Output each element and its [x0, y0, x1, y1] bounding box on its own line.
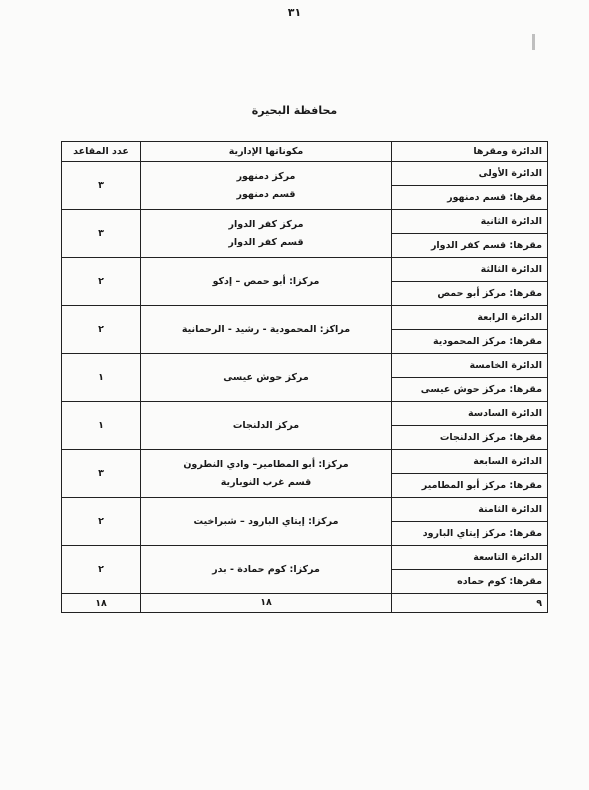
district-row	[62, 210, 548, 234]
district-row	[62, 162, 548, 186]
district-components	[141, 402, 392, 450]
district-seat: مقرها: مركز أبو حمص	[392, 282, 548, 306]
district-name: الدائرة السادسة	[392, 402, 548, 426]
district-seats: ٢	[62, 546, 141, 594]
district-name: الدائرة الثامنة	[392, 498, 548, 522]
district-seat: مقرها: مركز المحمودية	[392, 330, 548, 354]
header-components: مكوناتها الإدارية	[141, 142, 392, 162]
page-title: محافظة البحيرة	[251, 104, 338, 117]
component-line: مركز حوش عيسى	[223, 371, 309, 383]
district-seats: ٣	[62, 210, 141, 258]
district-name: الدائرة الثالثة	[392, 258, 548, 282]
component-line: مركزا: كوم حمادة - بدر	[212, 563, 320, 575]
totals-row	[62, 594, 548, 613]
component-line: مركزا: إيتاي البارود – شبراخيت	[193, 515, 339, 527]
district-seat: مقرها: مركز الدلنجات	[392, 426, 548, 450]
district-seat: مقرها: مركز إيتاي البارود	[392, 522, 548, 546]
component-line: مركزا: أبو المطامير– وادي النطرون	[183, 458, 349, 470]
district-row	[62, 546, 548, 570]
header-district: الدائرة ومقرها	[392, 142, 548, 162]
district-row	[62, 306, 548, 330]
district-seats: ٣	[62, 450, 141, 498]
component-line: قسم كفر الدوار	[228, 236, 304, 248]
district-components	[141, 546, 392, 594]
district-seat: مقرها: قسم دمنهور	[392, 186, 548, 210]
scan-mark	[532, 34, 535, 50]
district-seats: ١	[62, 402, 141, 450]
table-body	[62, 162, 548, 613]
district-components	[141, 258, 392, 306]
district-components	[141, 498, 392, 546]
component-line: قسم دمنهور	[236, 188, 296, 200]
district-seats: ٢	[62, 258, 141, 306]
district-row	[62, 498, 548, 522]
districts-table	[61, 141, 548, 613]
district-seat: مقرها: قسم كفر الدوار	[392, 234, 548, 258]
district-seats: ٢	[62, 306, 141, 354]
district-row	[62, 450, 548, 474]
district-components	[141, 162, 392, 210]
district-name: الدائرة الرابعة	[392, 306, 548, 330]
total-seats: ١٨	[62, 594, 141, 613]
total-districts: ٩	[392, 594, 548, 613]
header-seats: عدد المقاعد	[62, 142, 141, 162]
component-line: مراكز: المحمودية - رشيد - الرحمانية	[181, 323, 351, 335]
table-header-row	[62, 142, 548, 162]
district-seat: مقرها: مركز أبو المطامير	[392, 474, 548, 498]
district-name: الدائرة الأولى	[392, 162, 548, 186]
district-seats: ٣	[62, 162, 141, 210]
component-line: مركزا: أبو حمص – إدكو	[212, 275, 320, 287]
total-components: ١٨	[141, 594, 392, 613]
district-seat: مقرها: كوم حماده	[392, 570, 548, 594]
district-seats: ١	[62, 354, 141, 402]
district-row	[62, 402, 548, 426]
district-seat: مقرها: مركز حوش عيسى	[392, 378, 548, 402]
district-components	[141, 450, 392, 498]
district-seats: ٢	[62, 498, 141, 546]
district-name: الدائرة السابعة	[392, 450, 548, 474]
district-components	[141, 306, 392, 354]
district-row	[62, 354, 548, 378]
district-row	[62, 258, 548, 282]
district-components	[141, 210, 392, 258]
page-number: ٣١	[287, 6, 302, 19]
component-line: مركز الدلنجات	[232, 419, 300, 431]
component-line: قسم غرب النوبارية	[220, 476, 312, 488]
district-components	[141, 354, 392, 402]
component-line: مركز دمنهور	[236, 170, 296, 182]
district-name: الدائرة الثانية	[392, 210, 548, 234]
component-line: مركز كفر الدوار	[228, 218, 304, 230]
district-name: الدائرة الخامسة	[392, 354, 548, 378]
district-name: الدائرة التاسعة	[392, 546, 548, 570]
